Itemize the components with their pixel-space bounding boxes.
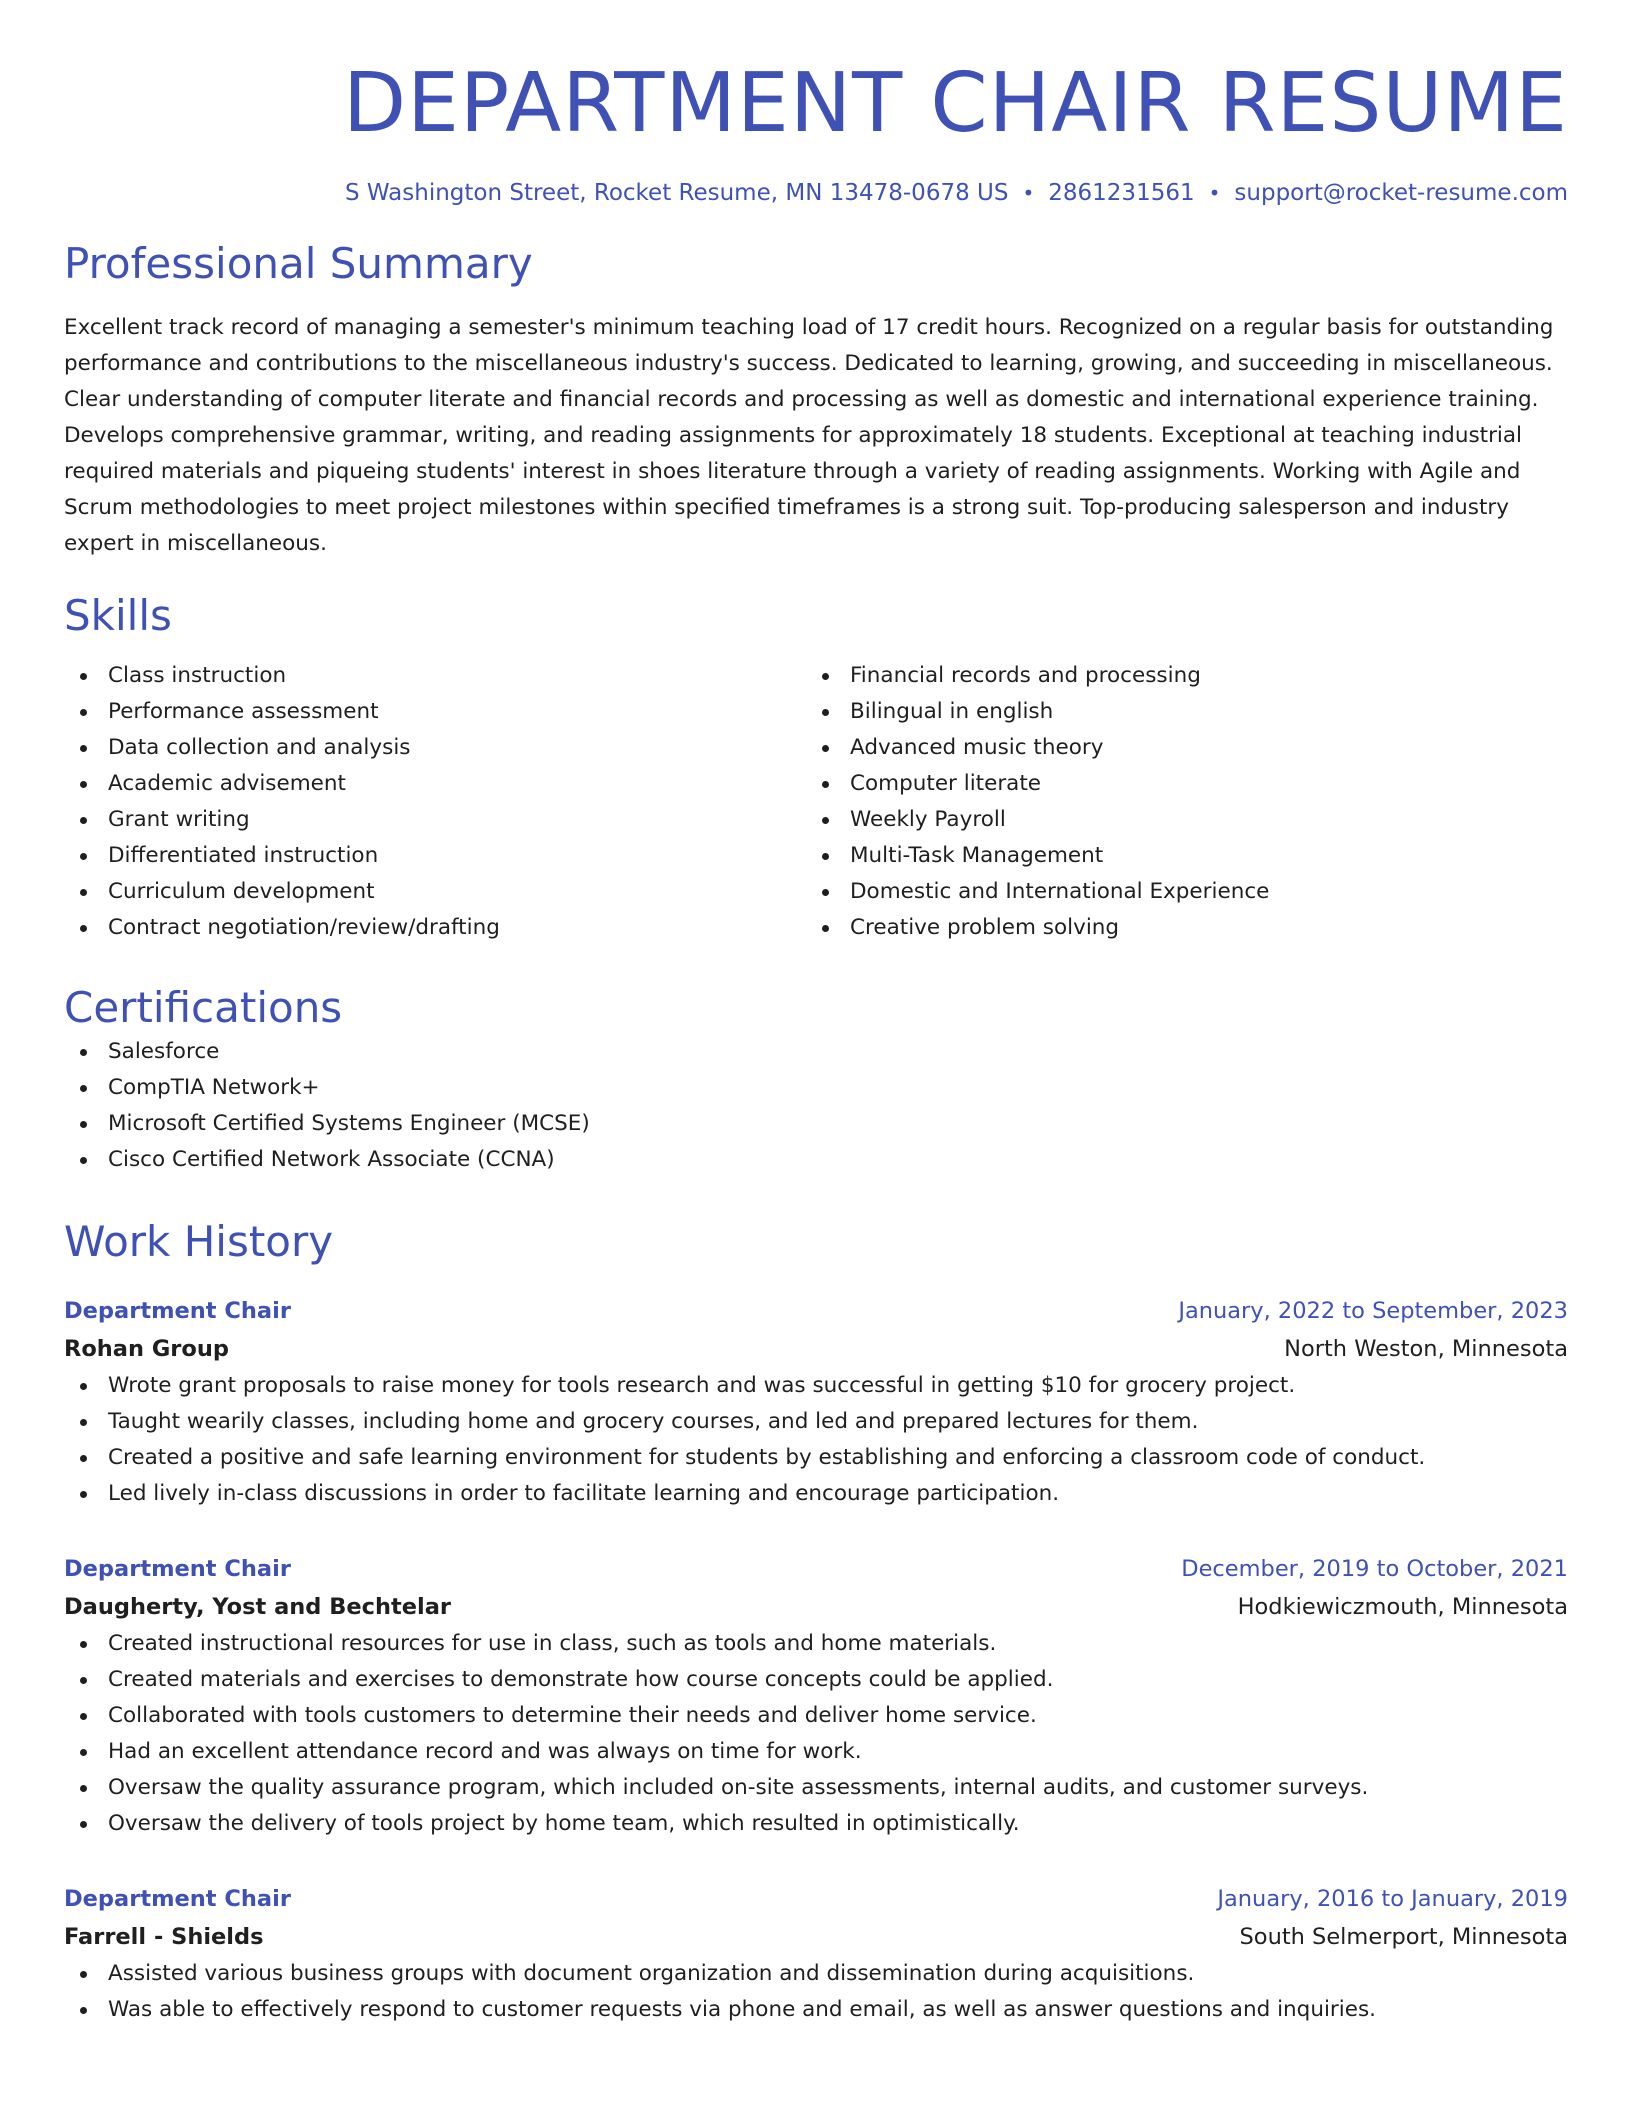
job-company: Daugherty, Yost and Bechtelar [64,1594,451,1620]
job-location: South Selmerport, Minnesota [1239,1924,1568,1950]
summary-text: Excellent track record of managing a semester's minimum teaching load of 17 credit hours. Recognized on a regular basis for outstanding performance and contributions to the miscellaneous industry's success. Dedicated to learning, growing, and succeeding in miscellaneous. Clear understanding of computer literate and financial records and processing as well as domestic and international experience training. Develops comprehensive grammar, writing, and reading assignments for approximately 18 students. Exceptional at teaching industrial required materials and piqueing students' interest in shoes literature through a variety of reading assignments. Working with Agile and Scrum methodologies to meet project milestones within specified timeframes is a strong suit. Top-producing salesperson and industry expert in miscellaneous. [64,315,1554,556]
job-title: Department Chair [64,1556,291,1582]
skills-heading: Skills [64,591,172,640]
job-duties-list [64,1626,1568,1842]
job-duty: Created instructional resources for use in class, such as tools and home materials. [64,1626,1568,1662]
job-entry [64,1880,1568,2028]
skill-item: Domestic and International Experience [806,874,1548,910]
job-company-row [64,1588,1568,1626]
job-dates: December, 2019 to October, 2021 [1181,1556,1568,1582]
job-location: Hodkiewiczmouth, Minnesota [1237,1594,1568,1620]
skill-item: Differentiated instruction [64,838,806,874]
contact-separator: • [1022,181,1035,205]
certification-item: Cisco Certified Network Associate (CCNA) [64,1142,1568,1178]
job-company: Rohan Group [64,1336,229,1362]
skill-item: Curriculum development [64,874,806,910]
job-duty: Led lively in-class discussions in order to facilitate learning and encourage participation. [64,1476,1568,1512]
job-entry [64,1550,1568,1842]
job-title: Department Chair [64,1886,291,1912]
job-title: Department Chair [64,1298,291,1324]
contact-line [64,178,1568,208]
job-duty: Oversaw the delivery of tools project by home team, which resulted in optimistically. [64,1806,1568,1842]
job-duty: Assisted various business groups with document organization and dissemination during acquisitions. [64,1956,1568,1992]
job-duty: Oversaw the quality assurance program, which included on-site assessments, internal audits, and customer surveys. [64,1770,1568,1806]
job-company-row [64,1330,1568,1368]
summary-heading: Professional Summary [64,239,533,288]
job-header-row [64,1292,1568,1330]
contact-phone: 2861231561 [1048,180,1195,206]
job-header-row [64,1550,1568,1588]
job-duty: Wrote grant proposals to raise money for tools research and was successful in getting $10 for grocery project. [64,1368,1568,1404]
certifications-heading: Certifications [64,983,343,1032]
job-duties-list [64,1368,1568,1512]
skill-item: Financial records and processing [806,658,1548,694]
skill-item: Contract negotiation/review/drafting [64,910,806,946]
job-location: North Weston, Minnesota [1284,1336,1568,1362]
job-duty: Created a positive and safe learning environment for students by establishing and enforcing a classroom code of conduct. [64,1440,1568,1476]
skills-grid [64,658,1568,946]
job-duty: Taught wearily classes, including home and grocery courses, and led and prepared lectures for them. [64,1404,1568,1440]
job-company: Farrell - Shields [64,1924,264,1950]
skills-list-right [806,658,1548,946]
job-header-row [64,1880,1568,1918]
skill-item: Performance assessment [64,694,806,730]
certification-item: Salesforce [64,1034,1568,1070]
skill-item: Computer literate [806,766,1548,802]
work-history-heading: Work History [64,1217,334,1266]
skill-item: Creative problem solving [806,910,1548,946]
resume-title: DEPARTMENT CHAIR RESUME [342,56,1568,151]
skill-item: Academic advisement [64,766,806,802]
job-company-row [64,1918,1568,1956]
certification-item: Microsoft Certified Systems Engineer (MCSE) [64,1106,1568,1142]
skill-item: Data collection and analysis [64,730,806,766]
skill-item: Weekly Payroll [806,802,1548,838]
contact-address: S Washington Street, Rocket Resume, MN 13478-0678 US [344,180,1009,206]
skill-item: Multi-Task Management [806,838,1548,874]
contact-email: support@rocket-resume.com [1234,180,1568,206]
contact-separator: • [1208,181,1221,205]
skill-item: Class instruction [64,658,806,694]
skill-item: Bilingual in english [806,694,1548,730]
skill-item: Grant writing [64,802,806,838]
job-entry [64,1292,1568,1512]
job-duty: Was able to effectively respond to customer requests via phone and email, as well as answer questions and inquiries. [64,1992,1568,2028]
resume-page [64,0,1568,2028]
job-dates: January, 2022 to September, 2023 [1178,1298,1568,1324]
job-dates: January, 2016 to January, 2019 [1217,1886,1568,1912]
job-duties-list [64,1956,1568,2028]
job-duty: Collaborated with tools customers to determine their needs and deliver home service. [64,1698,1568,1734]
certification-item: CompTIA Network+ [64,1070,1568,1106]
job-duty: Created materials and exercises to demonstrate how course concepts could be applied. [64,1662,1568,1698]
skills-list-left [64,658,806,946]
job-duty: Had an excellent attendance record and was always on time for work. [64,1734,1568,1770]
skill-item: Advanced music theory [806,730,1548,766]
certifications-list [64,1034,1568,1178]
